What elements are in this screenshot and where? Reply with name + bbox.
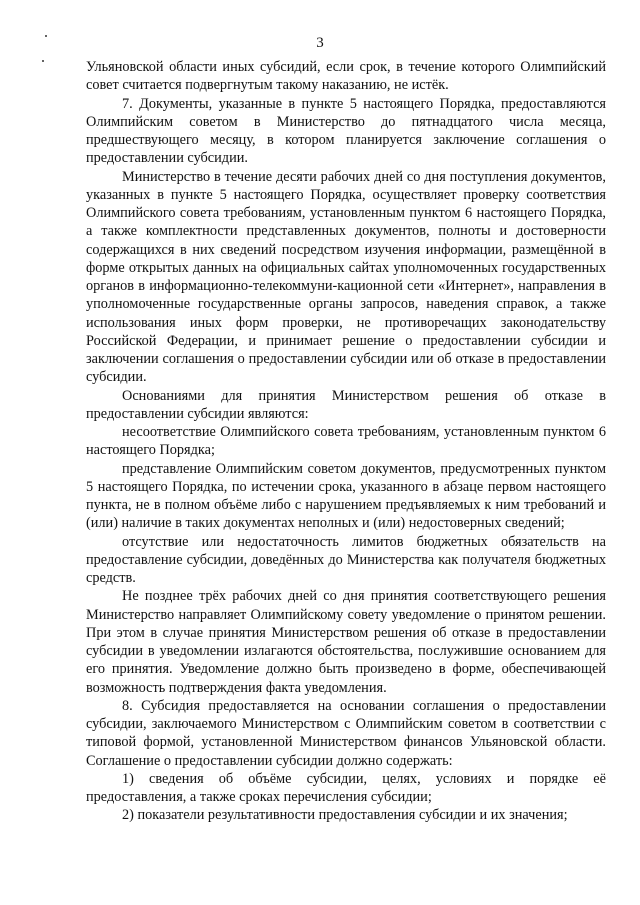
paragraph: Министерство в течение десяти рабочих дней со дня поступления документов, указанных в пункте 5 настоящего Порядка, осуществляет проверку соответствия Олимпийского совета требованиям, установленным пунктом 6 настоящего Порядка, а также комплектности представленных документов, полноты и достоверности содержащихся в них сведений посредством изучения информации, размещённой в форме открытых данных на официальных сайтах уполномоченных государственных органов в информационно-телекоммуни-кационной сети «Интернет», направления в уполномоченные государственные органы запросов, наведения справок, а также использования иных форм проверки, не противоречащих законодательству Российской Федерации, и принимает решение о предоставлении субсидии и заключении соглашения о предоставлении субсидии или об отказе в предоставлении субсидии. bbox=[86, 168, 606, 386]
paragraph-item-8: 8. Субсидия предоставляется на основании соглашения о предоставлении субсидии, заключаемого Министерством с Олимпийским советом в соответствии с типовой формой, установленной Министерством финансов Ульяновской области. Соглашение о предоставлении субсидии должно содержать: bbox=[86, 697, 606, 769]
refusal-ground: отсутствие или недостаточность лимитов бюджетных обязательств на предоставление субсидии, доведённых до Министерства как получателя бюджетных средств. bbox=[86, 533, 606, 586]
page-number: 3 bbox=[316, 35, 324, 51]
refusal-ground: представление Олимпийским советом документов, предусмотренных пунктом 5 настоящего Порядка, по истечении срока, указанного в абзаце первом настоящего пункта, не в полном объёме либо с нарушением предъявляемых к ним требований и (или) наличие в таких документах неполных и (или) недостоверных сведений; bbox=[86, 460, 606, 532]
paragraph-item-7: 7. Документы, указанные в пункте 5 настоящего Порядка, предоставляются Олимпийским советом в Министерство до пятнадцатого числа месяца, предшествующего месяцу, в котором планируется заключение соглашения о предоставлении субсидии. bbox=[86, 95, 606, 167]
agreement-content-item: 1) сведения об объёме субсидии, целях, условиях и порядке её предоставления, а также сроках перечисления субсидии; bbox=[86, 770, 606, 805]
document-body bbox=[86, 58, 606, 825]
paragraph: Основаниями для принятия Министерством решения об отказе в предоставлении субсидии являются: bbox=[86, 387, 606, 422]
scan-mark bbox=[42, 60, 44, 62]
paragraph: Не позднее трёх рабочих дней со дня принятия соответствующего решения Министерство направляет Олимпийскому совету уведомление о принятом решении. При этом в случае принятия Министерством решения об отказе в предоставлении субсидии в уведомлении излагаются обстоятельства, послужившие основанием для его принятия. Уведомление должно быть произведено в форме, обеспечивающей возможность подтверждения факта уведомления. bbox=[86, 588, 606, 696]
agreement-content-item: 2) показатели результативности предоставления субсидии и их значения; bbox=[122, 807, 568, 824]
paragraph: Ульяновской области иных субсидий, если срок, в течение которого Олимпийский совет считается подвергнутым такому наказанию, не истёк. bbox=[86, 59, 606, 94]
refusal-ground: несоответствие Олимпийского совета требованиям, установленным пунктом 6 настоящего Порядка; bbox=[86, 424, 606, 459]
